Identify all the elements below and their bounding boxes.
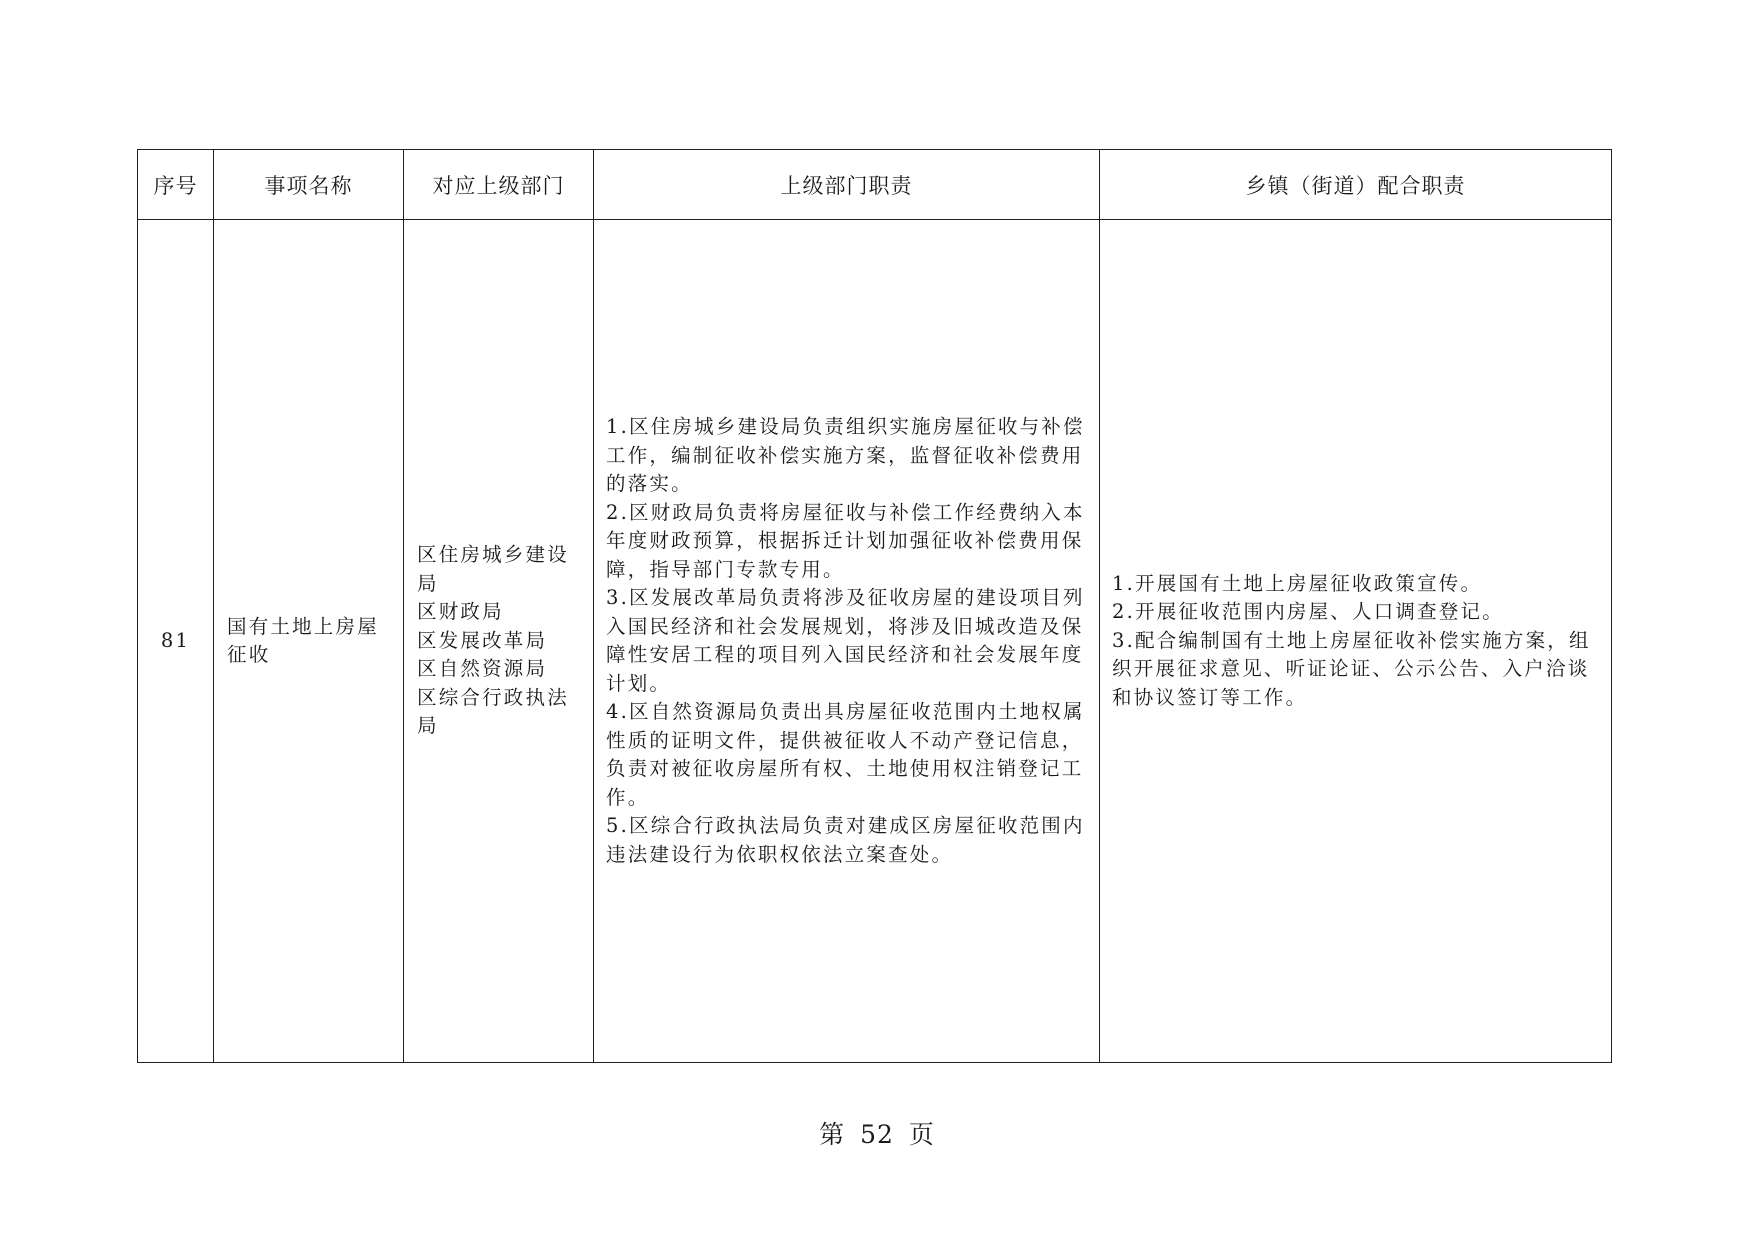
department-item: 区财政局 xyxy=(417,600,504,624)
header-department: 对应上级部门 xyxy=(404,150,594,220)
department-item: 区住房城乡建设局 xyxy=(417,543,569,595)
upper-duty-item: 4.区自然资源局负责出具房屋征收范围内土地权属性质的证明文件，提供被征收人不动产登记信息，负责对被征收房屋所有权、土地使用权注销登记工作。 xyxy=(606,700,1085,809)
upper-duty-item: 5.区综合行政执法局负责对建成区房屋征收范围内违法建设行为依职权依法立案查处。 xyxy=(606,814,1085,866)
page-footer xyxy=(0,1115,1754,1151)
row-departments xyxy=(404,220,594,1063)
row-town-duties xyxy=(1100,220,1612,1063)
town-duty-item: 2.开展征收范围内房屋、人口调查登记。 xyxy=(1112,600,1504,624)
duty-table xyxy=(137,149,1612,1063)
header-no: 序号 xyxy=(138,150,214,220)
department-item: 区自然资源局 xyxy=(417,657,548,681)
header-row xyxy=(138,150,1612,220)
row-item-name: 国有土地上房屋征收 xyxy=(214,220,404,1063)
town-duty-item: 1.开展国有土地上房屋征收政策宣传。 xyxy=(1112,571,1483,595)
page-number: 52 xyxy=(860,1120,894,1149)
row-upper-duties xyxy=(594,220,1100,1063)
upper-duty-item: 3.区发展改革局负责将涉及征收房屋的建设项目列入国民经济和社会发展规划，将涉及旧城改造及保障性安居工程的项目列入国民经济和社会发展年度计划。 xyxy=(606,586,1085,695)
table-row xyxy=(138,220,1612,1063)
department-item: 区发展改革局 xyxy=(417,628,548,652)
header-upper-duties: 上级部门职责 xyxy=(594,150,1100,220)
page-suffix: 页 xyxy=(908,1120,935,1149)
header-item-name: 事项名称 xyxy=(214,150,404,220)
department-item: 区综合行政执法局 xyxy=(417,685,569,738)
upper-duty-item: 1.区住房城乡建设局负责组织实施房屋征收与补偿工作，编制征收补偿实施方案，监督征收补偿费用的落实。 xyxy=(606,415,1085,495)
page-prefix: 第 xyxy=(819,1120,846,1149)
town-duty-item: 3.配合编制国有土地上房屋征收补偿实施方案，组织开展征求意见、听证论证、公示公告、入户洽谈和协议签订等工作。 xyxy=(1112,628,1591,709)
upper-duty-item: 2.区财政局负责将房屋征收与补偿工作经费纳入本年度财政预算，根据拆迁计划加强征收补偿费用保障，指导部门专款专用。 xyxy=(606,500,1085,581)
row-number: 81 xyxy=(138,220,214,1063)
header-town-duties: 乡镇（街道）配合职责 xyxy=(1100,150,1612,220)
